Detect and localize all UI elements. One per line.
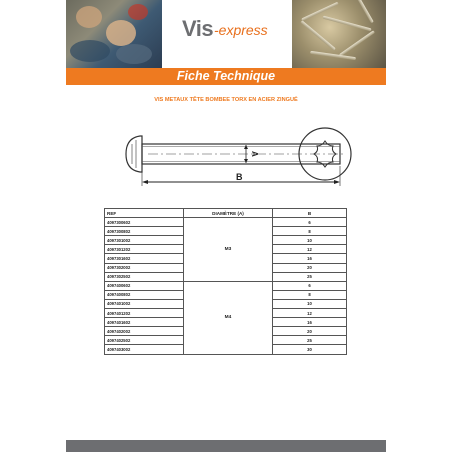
ref-cell: 4097400602 bbox=[105, 281, 184, 290]
ref-cell: 4097300602 bbox=[105, 218, 184, 227]
title-bar bbox=[66, 68, 386, 85]
torx-recess-icon bbox=[314, 141, 336, 167]
diameter-cell: M3 bbox=[184, 218, 273, 282]
ref-cell: 4097401002 bbox=[105, 299, 184, 308]
brand-logo bbox=[162, 0, 292, 68]
b-cell: 25 bbox=[273, 336, 347, 345]
b-cell: 8 bbox=[273, 290, 347, 299]
ref-cell: 4097400802 bbox=[105, 290, 184, 299]
ref-cell: 4097402502 bbox=[105, 336, 184, 345]
ref-cell: 4097300802 bbox=[105, 227, 184, 236]
ref-cell: 4097401602 bbox=[105, 318, 184, 327]
b-cell: 16 bbox=[273, 318, 347, 327]
b-cell: 30 bbox=[273, 345, 347, 354]
header-banner bbox=[66, 0, 386, 68]
table-header-row bbox=[105, 209, 347, 218]
brand-suffix: -express bbox=[214, 22, 268, 38]
table-row bbox=[105, 281, 347, 290]
b-cell: 10 bbox=[273, 236, 347, 245]
screws-photo bbox=[292, 0, 386, 68]
screw-head bbox=[126, 136, 142, 172]
brand-name: Vis bbox=[182, 16, 214, 41]
b-cell: 6 bbox=[273, 218, 347, 227]
ref-cell: 4097301602 bbox=[105, 254, 184, 263]
technical-sheet bbox=[66, 0, 386, 452]
ref-cell: 4097301202 bbox=[105, 245, 184, 254]
b-cell: 20 bbox=[273, 263, 347, 272]
specs-table bbox=[104, 208, 347, 355]
b-cell: 8 bbox=[273, 227, 347, 236]
b-cell: 12 bbox=[273, 309, 347, 318]
b-header: B bbox=[273, 209, 347, 218]
dimension-a-label: A bbox=[250, 151, 259, 157]
b-cell: 12 bbox=[273, 245, 347, 254]
dimension-b-label: B bbox=[236, 172, 243, 182]
ref-cell: 4097302002 bbox=[105, 263, 184, 272]
b-cell: 16 bbox=[273, 254, 347, 263]
workshop-photo bbox=[66, 0, 162, 68]
b-cell: 20 bbox=[273, 327, 347, 336]
b-cell: 25 bbox=[273, 272, 347, 281]
page-title: Fiche Technique bbox=[176, 69, 276, 83]
b-cell: 6 bbox=[273, 281, 347, 290]
b-cell: 10 bbox=[273, 299, 347, 308]
footer-bar bbox=[66, 440, 386, 452]
ref-cell: 4097301002 bbox=[105, 236, 184, 245]
ref-cell: 4097401202 bbox=[105, 309, 184, 318]
ref-cell: 4097302502 bbox=[105, 272, 184, 281]
ref-header: REF bbox=[105, 209, 184, 218]
ref-cell: 4097403002 bbox=[105, 345, 184, 354]
product-title: VIS METAUX TÊTE BOMBEE TORX EN ACIER ZINGUÉ bbox=[154, 97, 298, 103]
diameter-header: DIAMÈTRE (A) bbox=[184, 209, 273, 218]
diameter-cell: M4 bbox=[184, 281, 273, 354]
table-row bbox=[105, 218, 347, 227]
ref-cell: 4097402002 bbox=[105, 327, 184, 336]
screw-head-end-view bbox=[295, 124, 355, 184]
